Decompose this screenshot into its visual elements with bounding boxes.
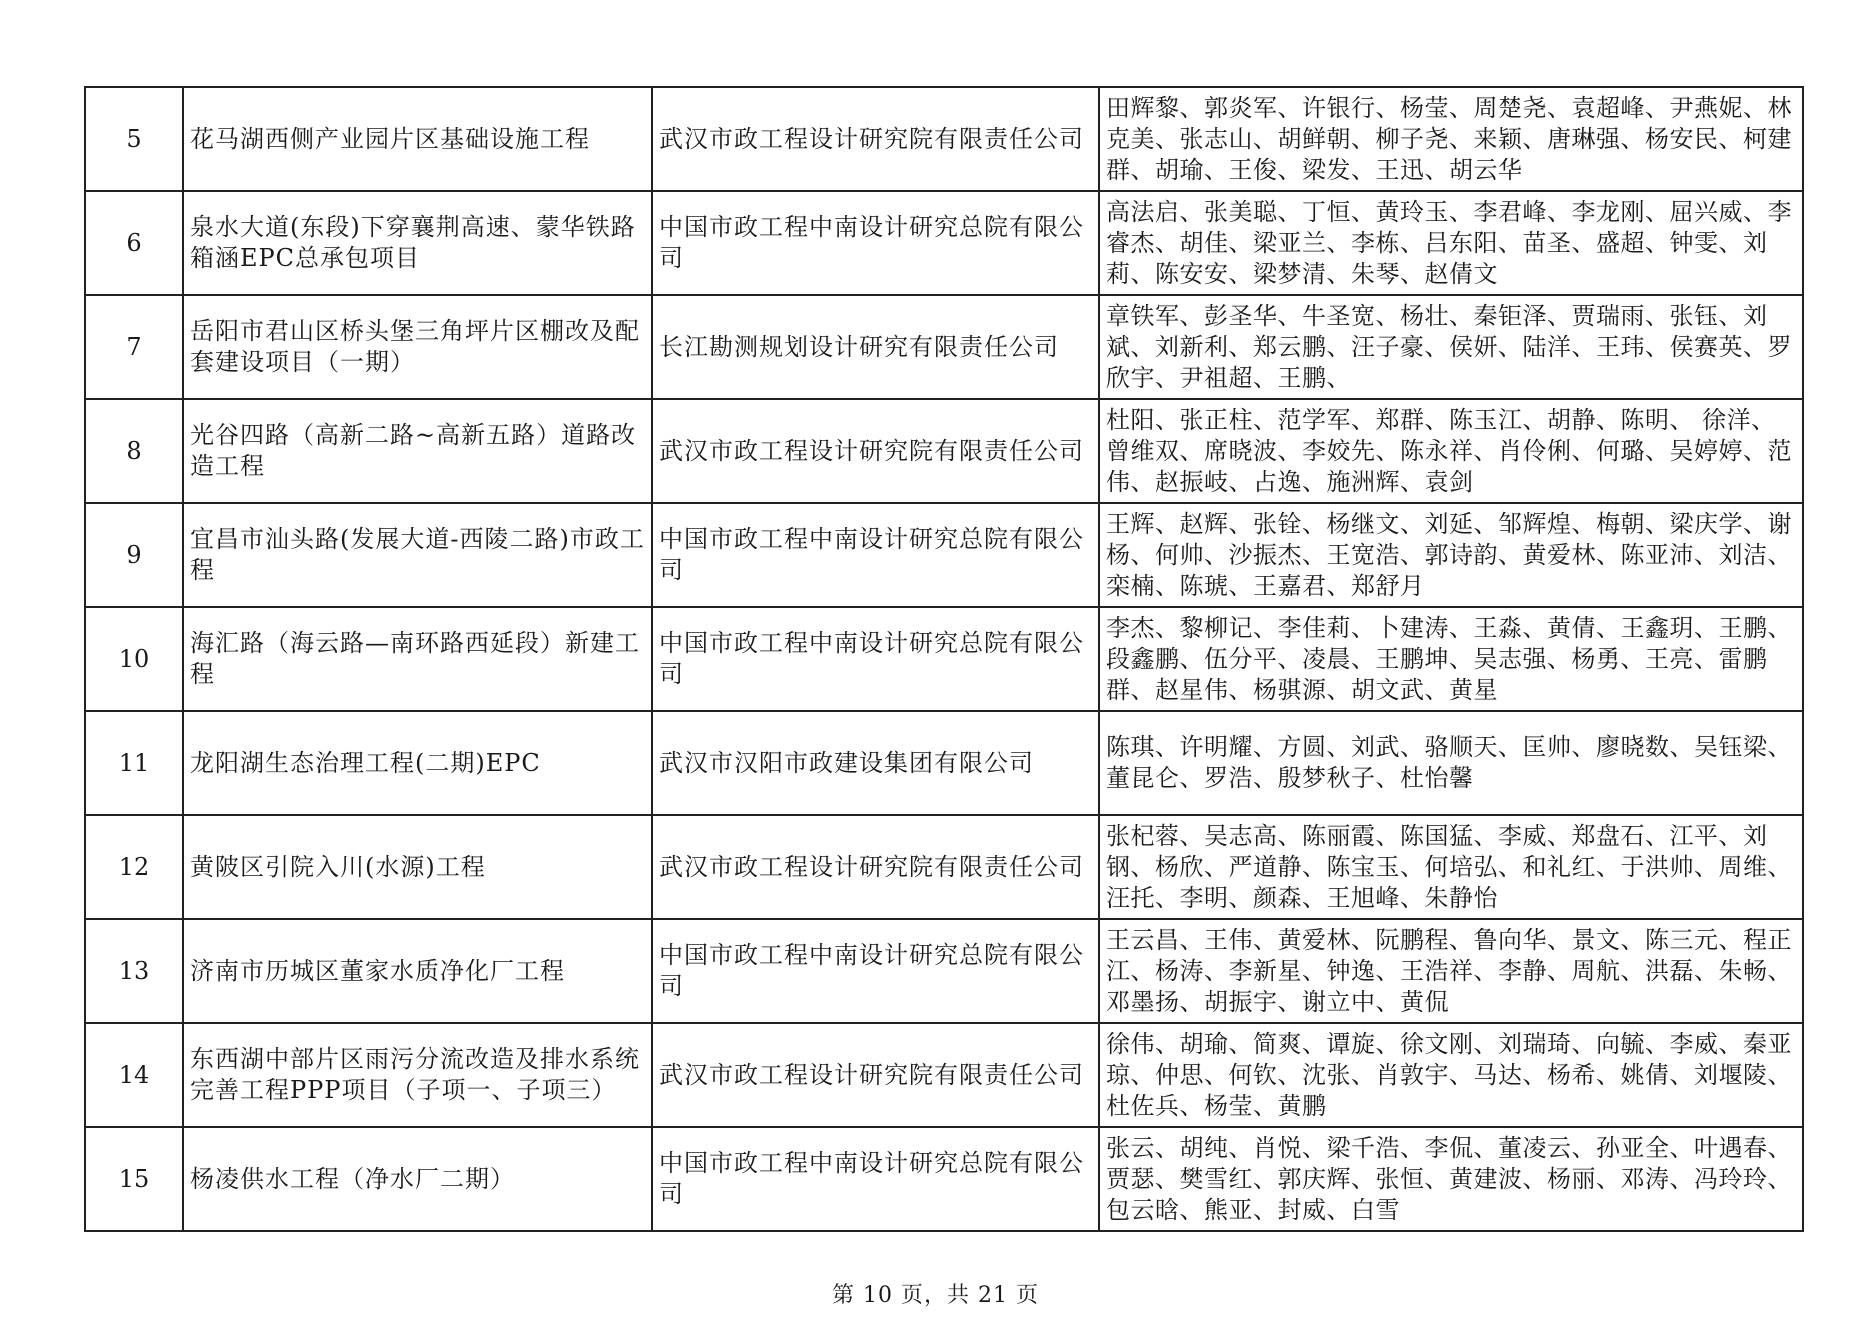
row-number bbox=[85, 919, 183, 1023]
member-names bbox=[1099, 919, 1803, 1023]
project-name bbox=[183, 191, 652, 295]
project-name-text: 光谷四路（高新二路~高新五路）道路改造工程 bbox=[190, 421, 637, 480]
table-row bbox=[85, 295, 1803, 399]
company-name bbox=[652, 87, 1099, 191]
project-name bbox=[183, 711, 652, 815]
project-name bbox=[183, 399, 652, 503]
row-number-text: 13 bbox=[118, 956, 150, 985]
table-body bbox=[85, 87, 1803, 1231]
row-number-text: 5 bbox=[126, 124, 142, 153]
project-name-text: 宜昌市汕头路(发展大道-西陵二路)市政工程 bbox=[190, 525, 645, 584]
row-number bbox=[85, 815, 183, 919]
project-name-text: 花马湖西侧产业园片区基础设施工程 bbox=[190, 124, 590, 153]
table-row bbox=[85, 919, 1803, 1023]
company-name bbox=[652, 503, 1099, 607]
company-name-text: 中国市政工程中南设计研究总院有限公司 bbox=[659, 941, 1084, 1000]
project-name bbox=[183, 1127, 652, 1231]
table-row bbox=[85, 87, 1803, 191]
row-number bbox=[85, 607, 183, 711]
company-name-text: 长江勘测规划设计研究有限责任公司 bbox=[659, 332, 1059, 361]
row-number-text: 10 bbox=[118, 644, 150, 673]
project-name-text: 济南市历城区董家水质净化厂工程 bbox=[190, 956, 565, 985]
company-name bbox=[652, 1023, 1099, 1127]
member-names bbox=[1099, 1023, 1803, 1127]
company-name-text: 中国市政工程中南设计研究总院有限公司 bbox=[659, 629, 1084, 688]
project-name-text: 泉水大道(东段)下穿襄荆高速、蒙华铁路箱涵EPC总承包项目 bbox=[190, 213, 636, 272]
project-name-text: 黄陂区引院入川(水源)工程 bbox=[190, 852, 486, 881]
member-names-text: 王辉、赵辉、张铨、杨继文、刘延、邹辉煌、梅朝、梁庆学、谢杨、何帅、沙振杰、王宽浩、郭诗韵、黄爱林、陈亚沛、刘洁、栾楠、陈琥、王嘉君、郑舒月 bbox=[1106, 509, 1792, 600]
row-number-text: 15 bbox=[118, 1164, 150, 1193]
member-names bbox=[1099, 191, 1803, 295]
company-name bbox=[652, 919, 1099, 1023]
company-name-text: 武汉市政工程设计研究院有限责任公司 bbox=[659, 124, 1084, 153]
page-number: 第 10 页，共 21 页 bbox=[832, 1283, 1039, 1308]
member-names-text: 杜阳、张正柱、范学军、郑群、陈玉江、胡静、陈明、 徐洋、曾维双、席晓波、李姣先、陈永祥、肖伶俐、何璐、吴婷婷、范伟、赵振岐、占逸、施洲辉、袁剑 bbox=[1106, 405, 1792, 496]
project-name bbox=[183, 87, 652, 191]
project-name bbox=[183, 503, 652, 607]
company-name-text: 武汉市政工程设计研究院有限责任公司 bbox=[659, 1060, 1084, 1089]
company-name-text: 中国市政工程中南设计研究总院有限公司 bbox=[659, 213, 1084, 272]
company-name-text: 武汉市汉阳市政建设集团有限公司 bbox=[659, 748, 1034, 777]
member-names-text: 高法启、张美聪、丁恒、黄玲玉、李君峰、李龙刚、屈兴威、李睿杰、胡佳、梁亚兰、李栋、吕东阳、苗圣、盛超、钟雯、刘莉、陈安安、梁梦清、朱琴、赵倩文 bbox=[1106, 197, 1792, 288]
company-name bbox=[652, 607, 1099, 711]
member-names bbox=[1099, 399, 1803, 503]
member-names bbox=[1099, 87, 1803, 191]
company-name-text: 武汉市政工程设计研究院有限责任公司 bbox=[659, 436, 1084, 465]
row-number-text: 14 bbox=[118, 1060, 150, 1089]
company-name bbox=[652, 191, 1099, 295]
member-names-text: 李杰、黎柳记、李佳莉、卜建涛、王淼、黄倩、王鑫玥、王鹏、段鑫鹏、伍分平、凌晨、王鹏坤、吴志强、杨勇、王亮、雷鹏群、赵星伟、杨骐源、胡文武、黄星 bbox=[1106, 613, 1792, 704]
row-number-text: 6 bbox=[126, 228, 142, 257]
table-row bbox=[85, 191, 1803, 295]
row-number bbox=[85, 1023, 183, 1127]
project-name bbox=[183, 295, 652, 399]
company-name-text: 中国市政工程中南设计研究总院有限公司 bbox=[659, 1149, 1084, 1208]
member-names-text: 张杞蓉、吴志高、陈丽霞、陈国猛、李威、郑盘石、江平、刘钢、杨欣、严道静、陈宝玉、何培弘、和礼红、于洪帅、周维、汪托、李明、颜森、王旭峰、朱静怡 bbox=[1106, 821, 1792, 912]
row-number bbox=[85, 399, 183, 503]
company-name-text: 武汉市政工程设计研究院有限责任公司 bbox=[659, 852, 1084, 881]
table-row bbox=[85, 815, 1803, 919]
project-name-text: 东西湖中部片区雨污分流改造及排水系统完善工程PPP项目（子项一、子项三） bbox=[190, 1045, 640, 1104]
project-name-text: 岳阳市君山区桥头堡三角坪片区棚改及配套建设项目（一期） bbox=[190, 317, 640, 376]
project-name-text: 龙阳湖生态治理工程(二期)EPC bbox=[190, 748, 541, 777]
company-name bbox=[652, 711, 1099, 815]
table-row bbox=[85, 503, 1803, 607]
company-name bbox=[652, 399, 1099, 503]
table-row bbox=[85, 1023, 1803, 1127]
row-number-text: 8 bbox=[126, 436, 142, 465]
project-name bbox=[183, 607, 652, 711]
table-row bbox=[85, 711, 1803, 815]
member-names-text: 田辉黎、郭炎军、许银行、杨莹、周楚尧、袁超峰、尹燕妮、林克美、张志山、胡鲜朝、柳子尧、来颖、唐琳强、杨安民、柯建群、胡瑜、王俊、梁发、王迅、胡云华 bbox=[1106, 93, 1792, 184]
table-row bbox=[85, 399, 1803, 503]
member-names bbox=[1099, 295, 1803, 399]
project-name-text: 海汇路（海云路—南环路西延段）新建工程 bbox=[190, 629, 640, 688]
member-names bbox=[1099, 711, 1803, 815]
member-names-text: 张云、胡纯、肖悦、梁千浩、李侃、董凌云、孙亚全、叶遇春、贾瑟、樊雪红、郭庆辉、张恒、黄建波、杨丽、邓涛、冯玲玲、包云晗、熊亚、封威、白雪 bbox=[1106, 1133, 1792, 1224]
table-row bbox=[85, 1127, 1803, 1231]
member-names bbox=[1099, 815, 1803, 919]
awards-table bbox=[84, 86, 1804, 1232]
row-number bbox=[85, 191, 183, 295]
member-names-text: 王云昌、王伟、黄爱林、阮鹏程、鲁向华、景文、陈三元、程正江、杨涛、李新星、钟逸、王浩祥、李静、周航、洪磊、朱畅、邓墨扬、胡振宇、谢立中、黄侃 bbox=[1106, 925, 1792, 1016]
company-name bbox=[652, 295, 1099, 399]
member-names bbox=[1099, 1127, 1803, 1231]
company-name bbox=[652, 1127, 1099, 1231]
company-name bbox=[652, 815, 1099, 919]
project-name bbox=[183, 919, 652, 1023]
member-names-text: 章铁军、彭圣华、牛圣宽、杨壮、秦钜泽、贾瑞雨、张钰、刘斌、刘新利、郑云鹏、汪子豪、侯妍、陆洋、王玮、侯赛英、罗欣宇、尹祖超、王鹏、 bbox=[1106, 301, 1792, 392]
row-number bbox=[85, 503, 183, 607]
row-number bbox=[85, 87, 183, 191]
member-names bbox=[1099, 503, 1803, 607]
row-number-text: 12 bbox=[118, 852, 150, 881]
member-names-text: 徐伟、胡瑜、简爽、谭旋、徐文刚、刘瑞琦、向毓、李威、秦亚琼、仲思、何钦、沈张、肖敦宇、马达、杨希、姚倩、刘堰陵、杜佐兵、杨莹、黄鹏 bbox=[1106, 1029, 1792, 1120]
row-number bbox=[85, 1127, 183, 1231]
member-names bbox=[1099, 607, 1803, 711]
row-number-text: 9 bbox=[126, 540, 142, 569]
project-name-text: 杨凌供水工程（净水厂二期） bbox=[190, 1164, 515, 1193]
row-number-text: 7 bbox=[126, 332, 142, 361]
row-number-text: 11 bbox=[118, 748, 150, 777]
member-names-text: 陈琪、许明耀、方圆、刘武、骆顺天、匡帅、廖晓数、吴钰梁、董昆仑、罗浩、殷梦秋子、杜怡馨 bbox=[1106, 733, 1792, 792]
row-number bbox=[85, 711, 183, 815]
project-name bbox=[183, 815, 652, 919]
company-name-text: 中国市政工程中南设计研究总院有限公司 bbox=[659, 525, 1084, 584]
project-name bbox=[183, 1023, 652, 1127]
table-row bbox=[85, 607, 1803, 711]
row-number bbox=[85, 295, 183, 399]
